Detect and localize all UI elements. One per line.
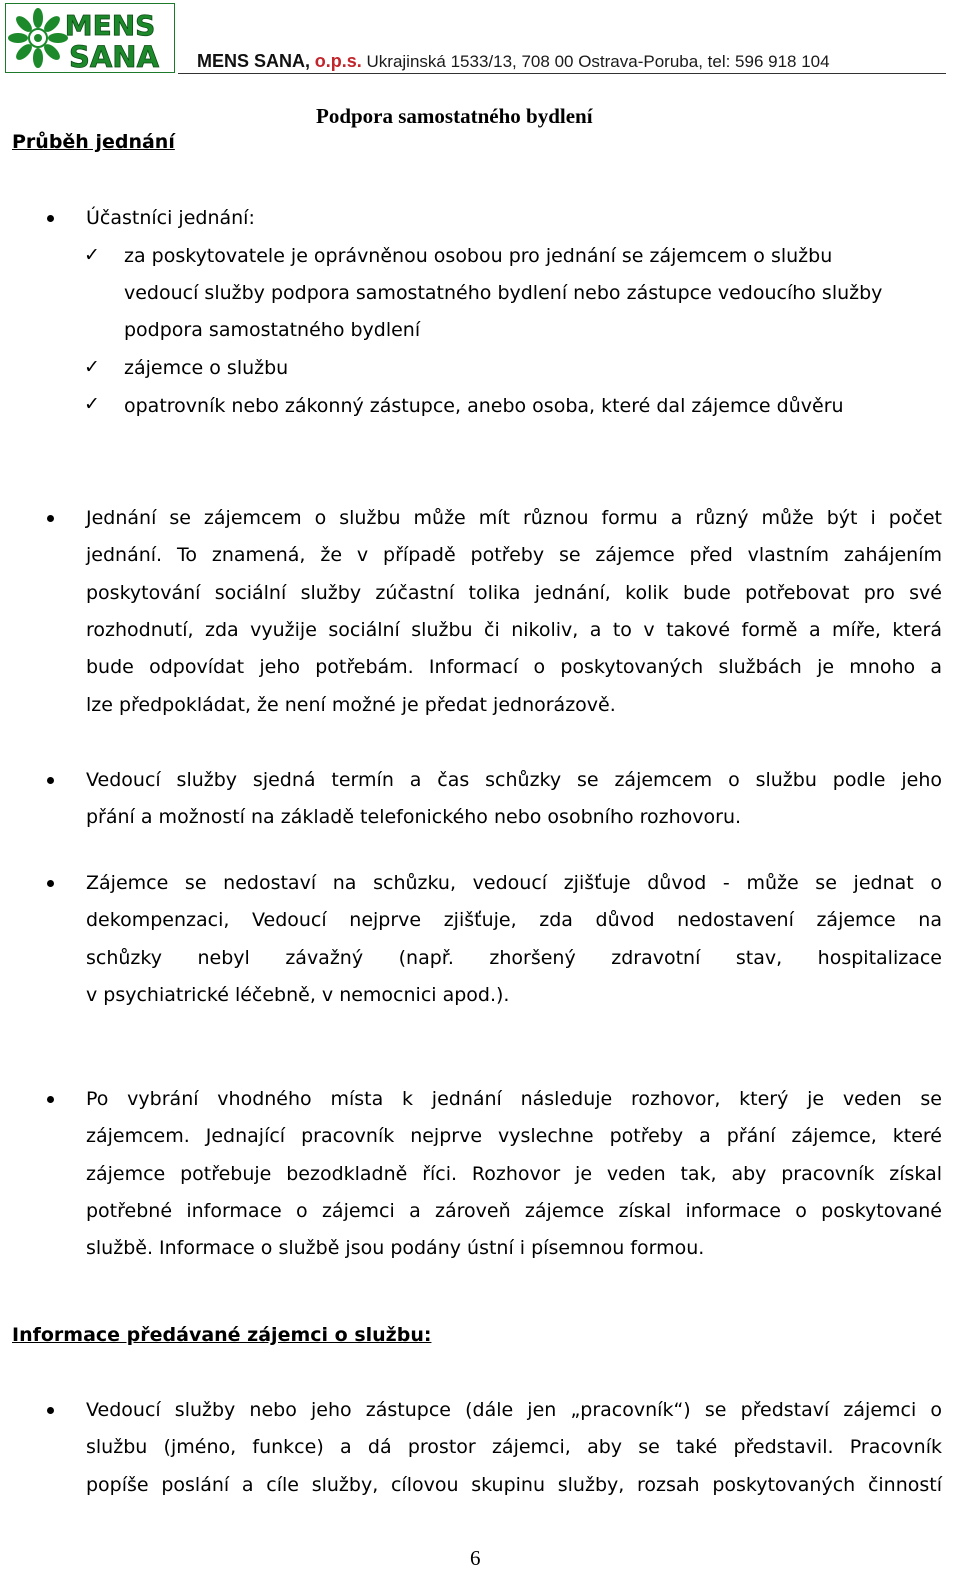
org-name: MENS SANA, — [197, 51, 311, 71]
paragraph-line: zájemce potřebuje bezodkladně říci. Rozhovor je veden tak, aby pracovník získal — [86, 1163, 942, 1185]
bullet-icon — [47, 1407, 54, 1414]
paragraph-line: bude odpovídat jeho potřebám. Informací o poskytovaných službách je mnoho a — [86, 656, 942, 678]
paragraph-line: dekompenzaci, Vedoucí nejprve zjišťuje, zda důvod nedostavení zájemce na — [86, 909, 942, 931]
header-divider — [178, 73, 946, 74]
bullet-icon — [47, 515, 54, 522]
paragraph-line: přání a možností na základě telefonického nebo osobního rozhovoru. — [86, 806, 742, 828]
paragraph-line: v psychiatrické léčebně, v nemocnici apod.). — [86, 984, 510, 1006]
paragraph-line: Jednání se zájemcem o službu může mít různou formu a různý může být i počet — [86, 507, 942, 529]
checkmark-icon: ✓ — [84, 393, 100, 415]
participant-item: za poskytovatele je oprávněnou osobou pro jednání se zájemcem o službu — [124, 245, 833, 267]
paragraph-line: Po vybrání vhodného místa k jednání následuje rozhovor, který je veden se — [86, 1088, 942, 1110]
paragraph-line: Zájemce se nedostaví na schůzku, vedoucí zjišťuje důvod - může se jednat o — [86, 872, 942, 894]
participant-item: opatrovník nebo zákonný zástupce, anebo osoba, které dal zájemce důvěru — [124, 395, 844, 417]
bullet-icon — [47, 777, 54, 784]
bullet-icon — [47, 880, 54, 887]
section-heading-info: Informace předávané zájemci o službu: — [12, 1324, 432, 1346]
participant-item-continuation: podpora samostatného bydlení — [124, 319, 421, 341]
flower-icon — [8, 8, 68, 68]
paragraph-line: jednání. To znamená, že v případě potřeby se zájemce před vlastním zahájením — [86, 544, 942, 566]
bullet-icon — [47, 215, 54, 222]
org-suffix: o.p.s. — [314, 51, 362, 71]
paragraph-line: Vedoucí služby sjedná termín a čas schůzky se zájemcem o službu podle jeho — [86, 769, 942, 791]
paragraph-line: službě. Informace o službě jsou podány ústní i písemnou formou. — [86, 1237, 705, 1259]
participant-item-continuation: vedoucí služby podpora samostatného bydlení nebo zástupce vedoucího služby — [124, 282, 883, 304]
logo — [5, 3, 175, 73]
paragraph-line: Vedoucí služby nebo jeho zástupce (dále jen „pracovník“) se představí zájemci o — [86, 1399, 942, 1421]
paragraph-line: popíše poslání a cíle služby, cílovou skupinu služby, rozsah poskytovaných činností — [86, 1474, 942, 1496]
header-contact-line — [197, 51, 830, 72]
paragraph-line: zájemcem. Jednající pracovník nejprve vyslechne potřeby a přání zájemce, které — [86, 1125, 942, 1147]
paragraph-line: schůzky nebyl závažný (např. zhoršený zdravotní stav, hospitalizace — [86, 947, 942, 969]
bullet-icon — [47, 1096, 54, 1103]
checkmark-icon: ✓ — [84, 356, 100, 378]
logo-text-top: MENS — [64, 9, 156, 42]
paragraph-line: rozhodnutí, zda využije sociální službu či nikoliv, a to v takové formě a míře, která — [86, 619, 942, 641]
paragraph-line: potřebné informace o zájemci a zároveň zájemce získal informace o poskytované — [86, 1200, 942, 1222]
section-heading-progress: Průběh jednání — [12, 131, 175, 153]
checkmark-icon: ✓ — [84, 244, 100, 266]
paragraph-line: službu (jméno, funkce) a dá prostor zájemci, aby se také představil. Pracovník — [86, 1436, 942, 1458]
org-address: Ukrajinská 1533/13, 708 00 Ostrava-Poruba, tel: 596 918 104 — [366, 52, 830, 71]
document-title: Podpora samostatného bydlení — [316, 104, 593, 128]
paragraph-line: lze předpokládat, že není možné je předat jednorázově. — [86, 694, 616, 716]
page-number: 6 — [470, 1546, 481, 1570]
logo-text-bottom: SANA — [68, 40, 160, 72]
paragraph-line: poskytování sociální služby zúčastní tolika jednání, kolik bude potřebovat pro své — [86, 582, 942, 604]
participants-label: Účastníci jednání: — [86, 207, 255, 229]
participant-item: zájemce o službu — [124, 357, 289, 379]
